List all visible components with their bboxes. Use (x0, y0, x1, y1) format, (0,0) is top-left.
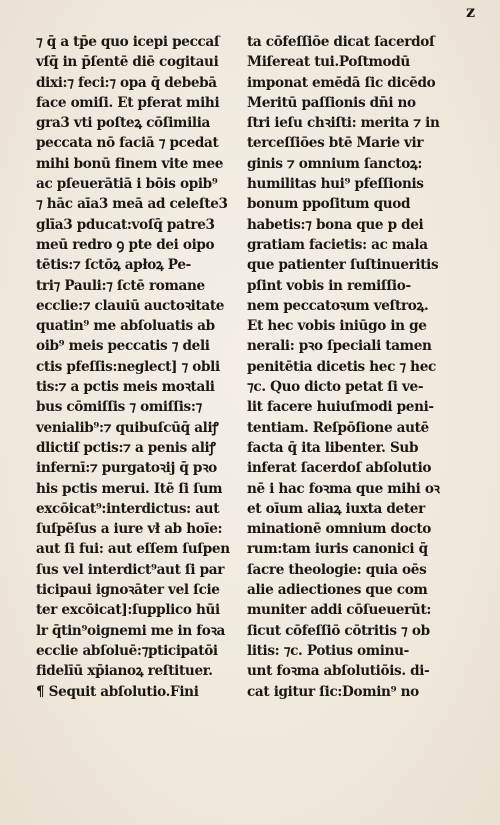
left-column-line-19: bus cōmiſſis ⁊ omiſſis:⁊ (36, 399, 202, 416)
left-column-line-12: tētis:⁊ ſctōꝝ apłoꝝ Pe- (36, 257, 191, 274)
left-column-line-15: quatin⁹ me abſoluatis ab (36, 318, 215, 335)
left-column-line-24: excōicat⁹:interdictus: aut (36, 500, 220, 517)
right-column-line-31: litis: ⁊c. Potius ominu- (247, 642, 409, 659)
left-column-line-7: mihi bonū finem vite mee (36, 155, 224, 172)
right-column-line-1: ta cōfeſſiōe dicat ſacerdoſ (247, 34, 435, 50)
left-column-line-9: ⁊ hāc aīa3 meā ad celeſte3 (36, 196, 228, 213)
left-column-line-31: ecclie abſoluē:⁊pticipatōi (36, 642, 218, 659)
right-column-line-32: unt foꝛma abſolutiōis. di- (247, 663, 430, 680)
left-column-line-6: peccata nō faciā ⁊ pcedat (36, 135, 219, 152)
left-column-line-29: ter excōicat]:ſupplico hūi (36, 602, 220, 619)
left-column-line-3: dixi:⁊ feci:⁊ opa q̄ debebā (36, 74, 217, 91)
right-column-line-21: facta q̄ ita libenter. Sub (247, 439, 419, 456)
right-column-line-14: nem peccatoꝛum veſtroꝝ. (247, 297, 429, 314)
right-column-line-28: alie adiectiones que com (247, 582, 428, 599)
right-column-line-25: minationē omnium docto (247, 521, 432, 538)
right-column-line-23: nē i hac foꝛma que mihi oꝛ (247, 480, 440, 497)
right-column-line-19: lit facere huiuſmodi peni- (247, 399, 434, 416)
left-column-line-27: ſus vel interdict⁹aut ſi par (36, 561, 224, 578)
right-column-line-29: muniter addi cōſueuerūt: (247, 602, 432, 619)
right-column-line-10: habetis:⁊ bona que p dei (247, 216, 424, 233)
right-column-line-9: bonum ppoſitum quod (247, 196, 411, 213)
right-text-column (247, 32, 465, 702)
left-text-column (36, 32, 250, 702)
right-column-line-8: humilitas hui⁹ pfeſſionis (247, 176, 424, 193)
left-column-line-23: his pctis merui. Itē ſi ſum (36, 480, 223, 497)
left-column-line-13: tri⁊ Pauli:⁊ ſctē romane (36, 277, 205, 294)
left-column-line-21: dlictiſ pctis:⁊ a penis aliꝭ (36, 439, 216, 456)
left-column-line-5: gra3 vti poſteꝝ cōſimilia (36, 115, 210, 132)
left-column-line-25: ſuſpēſus a iure vł ab hoīe: (36, 521, 223, 538)
right-column-line-17: penitētia dicetis hec ⁊ hec (247, 358, 436, 375)
left-column-line-17: ctis pfeſſis:neglect] ⁊ obli (36, 358, 220, 375)
left-column-line-28: ticipaui ignoꝛāter vel ſcie (36, 582, 220, 599)
right-column-line-33: cat igitur ſic:Domin⁹ no (247, 683, 419, 700)
right-column-line-15: Et hec vobis iniūgo in ge (247, 318, 427, 335)
left-column-line-14: ecclie:⁊ clauiū auctoꝛitate (36, 297, 225, 314)
right-column-line-26: rum:tam iuris canonici q̄ (247, 541, 428, 558)
right-column-line-13: pſint vobis in remiſſio- (247, 277, 411, 294)
right-column-line-6: terceſſiōes btē Marie vir (247, 135, 424, 152)
right-column-line-20: tentiam. Reſpōſione autē (247, 419, 429, 436)
left-column-line-8: ac pſeuerātiā i bōis opib⁹ (36, 176, 218, 193)
right-column-line-30: ſicut cōfeſſiō cōtritis ⁊ ob (247, 622, 430, 639)
right-column-line-5: ſtri ieſu chꝛiſti: merita ⁊ in (247, 115, 440, 132)
right-column-line-16: nerali: pꝛo ſpeciali tamen (247, 338, 432, 355)
left-column-line-22: infernī:⁊ purgatoꝛij q̄ pꝛo (36, 460, 217, 477)
right-column-line-22: inferat ſacerdoſ abſolutio (247, 460, 432, 477)
right-column-line-18: ⁊c. Quo dicto petat ſi ve- (247, 379, 424, 396)
right-column-line-27: ſacre theologie: quia oēs (247, 561, 427, 578)
left-column-line-20: venialib⁹:⁊ quibuſcūq̄ aliꝭ (36, 419, 219, 436)
right-column-line-3: imponat emēdā ſic dicēdo (247, 74, 436, 91)
right-column-line-2: Miſereat tui.Poſtmodū (247, 54, 410, 71)
right-column-line-7: ginis ⁊ omnium ſanctoꝝ: (247, 155, 423, 172)
left-column-line-18: tis:⁊ a pctis meis moꝛtali (36, 379, 215, 396)
left-column-line-30: lr q̄tin⁹oignemi me in foꝛa (36, 622, 226, 639)
left-column-line-4: face omiſi. Et pferat mihi (36, 94, 220, 111)
left-column-line-11: meū redro ꝯ pte dei oipo (36, 236, 215, 253)
left-column-line-33: ¶ Sequit abſolutio.Fini (36, 683, 199, 700)
left-column-line-10: glīa3 pducat:voſq̄ patre3 (36, 216, 215, 233)
right-column-line-4: Meritū paſſionis dn̄i no (247, 94, 416, 111)
left-column-line-32: fidelīū xp̄ianoꝝ reſtituer. (36, 663, 213, 680)
right-column-line-24: et oīum aliaꝝ iuxta deter (247, 500, 425, 517)
right-column-line-12: que patienter ſuſtinueritis (247, 257, 439, 274)
left-column-line-16: oib⁹ meis peccatis ⁊ deli (36, 338, 210, 355)
right-column-line-11: gratiam facietis: ac mala (247, 236, 428, 253)
left-column-line-2: vſq̄ in p̄ſentē diē cogitaui (36, 54, 219, 71)
left-column-line-1: ⁊ q̄ a tp̄e quo icepi peccaſ (36, 34, 220, 50)
left-column-line-26: aut ſi fui: aut eſſem ſuſpen (36, 541, 230, 558)
signature-mark: z (466, 2, 475, 21)
